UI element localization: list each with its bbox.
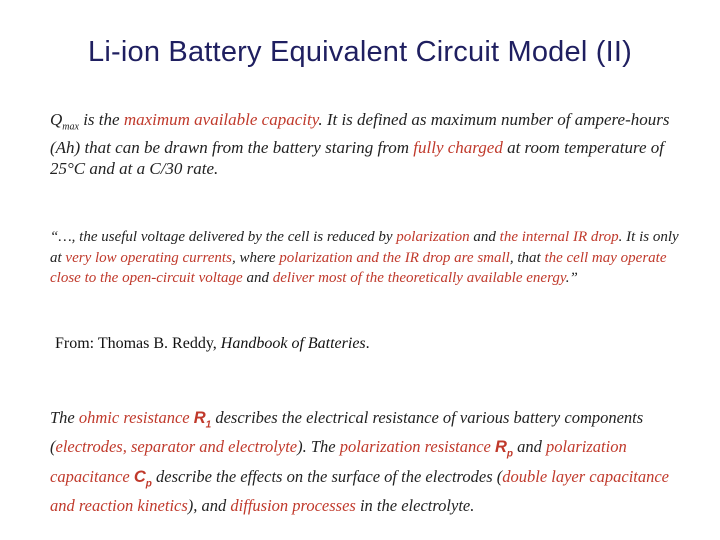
ohmic-highlight-ohmic-resistance: ohmic resistance: [78, 408, 194, 427]
quote-text-6: and: [242, 270, 273, 286]
ohmic-text-4: and: [513, 437, 547, 457]
ohmic-text-1: The: [50, 408, 79, 427]
qmax-text-1: is the: [78, 110, 124, 129]
citation-end: .: [365, 335, 370, 352]
quote-text-5: , that: [509, 249, 545, 266]
rp-symbol-subscript: p: [506, 448, 514, 460]
resistance-description-paragraph: [50, 407, 690, 517]
quote-text-4: , where: [231, 249, 280, 266]
citation-author: From: Thomas B. Reddy,: [55, 335, 221, 352]
quote-highlight-small-drop: polarization and the IR drop are small: [279, 249, 510, 266]
quote-highlight-ir-drop: the internal IR drop: [499, 229, 619, 245]
qmax-symbol-subscript: max: [62, 121, 79, 133]
qmax-symbol-letter: Q: [50, 110, 63, 129]
quote-text-2: and: [469, 229, 500, 245]
ohmic-highlight-double-layer: double layer capacitance and reaction kinetics: [50, 466, 670, 515]
reddy-quote-paragraph: [50, 227, 690, 289]
quote-highlight-polarization: polarization: [396, 229, 470, 245]
quote-text-3: . It is only at: [50, 229, 679, 266]
qmax-definition-paragraph: [50, 109, 690, 179]
cp-symbol-subscript: p: [145, 477, 152, 489]
cp-symbol: [133, 467, 152, 489]
ohmic-highlight-diffusion: diffusion processes: [230, 495, 356, 515]
quote-highlight-open-circuit: the cell may operate close to the open-circuit voltage: [50, 249, 667, 286]
quote-highlight-available-energy: deliver most of the theoretically available energy: [272, 270, 566, 286]
rp-symbol-letter: R: [495, 438, 507, 457]
slide-title: Li-ion Battery Equivalent Circuit Model (II): [88, 36, 632, 68]
ohmic-highlight-polarization-capacitance: polarization capacitance: [50, 437, 627, 486]
r1-symbol-letter: R: [193, 409, 206, 427]
ohmic-text-3: ). The: [297, 437, 340, 457]
ohmic-text-5: describe the effects on the surface of the electrodes (: [151, 466, 503, 486]
qmax-text-3: at room temperature of 25°C and at a C/30 rate.: [50, 138, 664, 179]
qmax-highlight-fully-charged: fully charged: [413, 138, 503, 158]
rp-symbol: [495, 438, 514, 460]
quote-text-7: .”: [565, 270, 578, 286]
citation: [55, 335, 675, 353]
quote-text-1: “…, the useful voltage delivered by the cell is reduced by: [50, 229, 397, 245]
citation-book-title: Handbook of Batteries: [220, 335, 366, 352]
qmax-highlight-max-capacity: maximum available capacity: [123, 110, 319, 129]
ohmic-text-2: describes the electrical resistance of various battery components (: [50, 408, 644, 457]
r1-symbol: [193, 409, 212, 431]
ohmic-highlight-polarization-resistance: polarization resistance: [339, 437, 495, 457]
qmax-symbol: [50, 110, 79, 133]
ohmic-highlight-components: electrodes, separator and electrolyte: [55, 437, 298, 457]
cp-symbol-letter: C: [133, 467, 146, 486]
qmax-text-2: . It is defined as maximum number of ampere-hours (Ah) that can be drawn from the battery staring from: [50, 110, 670, 158]
ohmic-text-6: ), and: [187, 495, 231, 515]
ohmic-text-7: in the electrolyte.: [355, 495, 475, 515]
r1-symbol-subscript: 1: [205, 419, 212, 431]
quote-highlight-low-currents: very low operating currents: [65, 249, 232, 266]
